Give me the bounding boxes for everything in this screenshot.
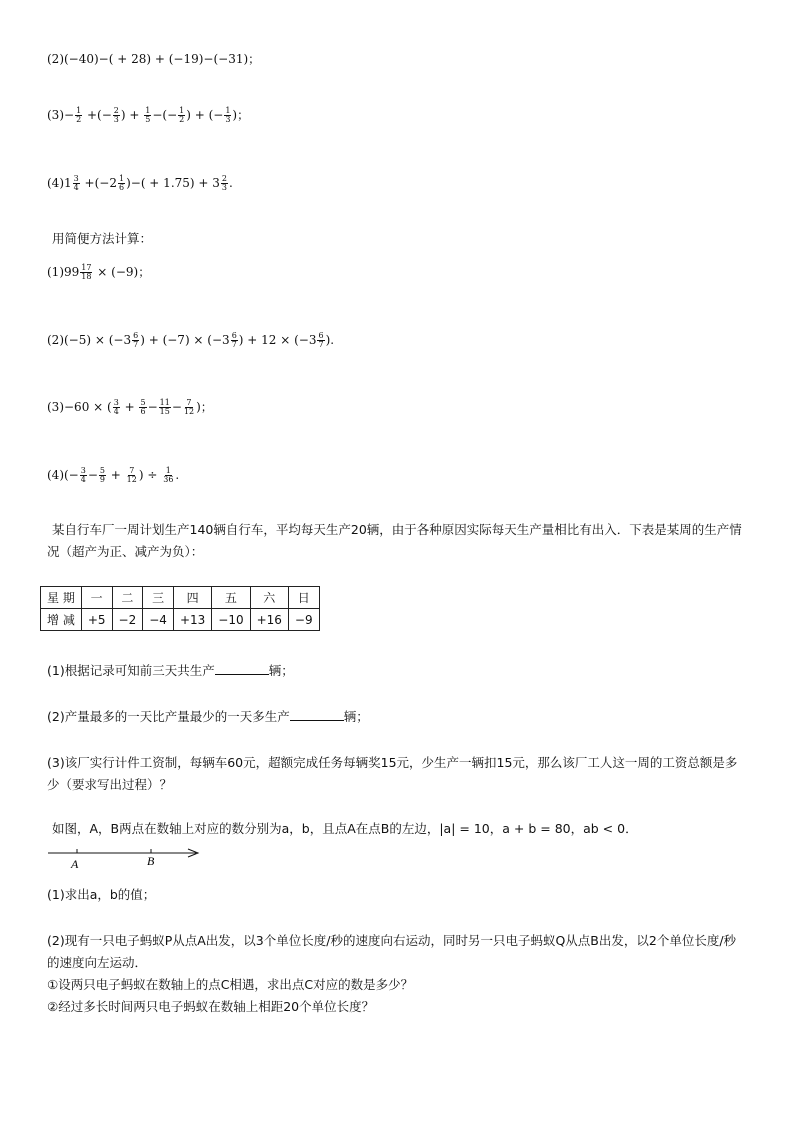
bike-q2: (2)产量最多的一天比产量最少的一天多生产 辆； — [47, 709, 369, 724]
number-line — [44, 843, 214, 873]
table-cell: −9 — [288, 609, 319, 631]
simple-heading: 用简便方法计算： — [52, 231, 153, 246]
table-cell: 增 减 — [41, 609, 82, 631]
simple-q4: (4)(− $\frac{3}{4}$ − $\frac{5}{9}$ + $\frac{7}{12}$ ) ÷ $\frac{1}{36}$ . — [47, 466, 180, 484]
fraction: $\frac{2}{3}$ — [113, 106, 119, 124]
axis-q2b: ②经过多长时间两只电子蚂蚁在数轴上相距20个单位长度？ — [47, 999, 375, 1014]
table-cell: 一 — [81, 587, 112, 609]
fraction: $\frac{6}{7}$ — [231, 331, 237, 349]
fraction: $\frac{1}{3}$ — [225, 106, 231, 124]
simple-q1: (1)99 $\frac{17}{18}$ × (−9)； — [47, 263, 151, 281]
simple-q2: (2)(−5) × (−3 $\frac{6}{7}$ ) + (−7) × (−3 $\frac{6}{7}$ ) + 12 × (−3 $\frac{6}{7}$ ). — [47, 331, 335, 349]
calc-q4: (4)1 $\frac{3}{4}$ +(−2 $\frac{1}{6}$ )−( + 1.75) + 3 $\frac{2}{3}$ . — [47, 174, 233, 192]
fraction: $\frac{5}{6}$ — [140, 398, 146, 416]
answer-blank — [290, 708, 344, 721]
fraction: $\frac{1}{5}$ — [145, 106, 151, 124]
table-cell: +5 — [81, 609, 112, 631]
table-cell: 星 期 — [41, 587, 82, 609]
fraction: $\frac{3}{4}$ — [73, 174, 79, 192]
table-row — [41, 587, 320, 609]
fraction: $\frac{3}{4}$ — [113, 398, 119, 416]
table-cell: +16 — [250, 609, 288, 631]
table-cell: 三 — [143, 587, 174, 609]
axis-intro: 如图，A，B两点在数轴上对应的数分别为a，b，且点A在点B的左边，|a| = 10，a + b = 80，ab < 0． — [52, 821, 638, 836]
table-cell: −4 — [143, 609, 174, 631]
fraction: $\frac{2}{3}$ — [221, 174, 227, 192]
axis-q1: (1)求出a，b的值； — [47, 887, 156, 902]
fraction: $\frac{5}{9}$ — [99, 466, 105, 484]
fraction: $\frac{1}{36}$ — [163, 466, 174, 484]
table-cell: 四 — [173, 587, 211, 609]
bike-intro: 某自行车厂一周计划生产140辆自行车，平均每天生产20辆，由于各种原因实际每天生产量相比有出入．下表是某周的生产情况（超产为正、减产为负）： — [47, 522, 742, 559]
fraction: $\frac{1}{6}$ — [118, 174, 125, 192]
calc-q2: (2)(−40)−( + 28) + (−19)−(−31)； — [47, 52, 261, 66]
simple-q3: (3)−60 × ( $\frac{3}{4}$ + $\frac{5}{6}$ − $\frac{11}{15}$ − $\frac{7}{12}$ )； — [47, 398, 213, 416]
point-a-label: A — [71, 857, 79, 871]
point-b-label: B — [147, 854, 155, 868]
fraction: $\frac{17}{18}$ — [81, 263, 92, 281]
axis-q2a: ①设两只电子蚂蚁在数轴上的点C相遇，求出点C对应的数是多少？ — [47, 977, 414, 992]
calc-q3: (3)− $\frac{1}{2}$ +(− $\frac{2}{3}$ ) + $\frac{1}{5}$ −(− $\frac{1}{2}$ ) + (− $\frac{1}{3}$ )； — [47, 106, 250, 124]
table-cell: 二 — [112, 587, 143, 609]
table-cell: 六 — [250, 587, 288, 609]
fraction: $\frac{6}{7}$ — [318, 331, 324, 349]
fraction: $\frac{1}{2}$ — [76, 106, 82, 124]
fraction: $\frac{11}{15}$ — [159, 398, 170, 416]
table-cell: 日 — [288, 587, 319, 609]
bike-q1: (1)根据记录可知前三天共生产 辆； — [47, 663, 294, 678]
answer-blank — [215, 662, 269, 675]
table-cell: −2 — [112, 609, 143, 631]
fraction: $\frac{6}{7}$ — [133, 331, 139, 349]
table-cell: +13 — [173, 609, 211, 631]
axis-q2: (2)现有一只电子蚂蚁P从点A出发，以3个单位长度/秒的速度向右运动，同时另一只电子蚂蚁Q从点B出发，以2个单位长度/秒的速度向左运动． — [47, 933, 737, 970]
fraction: $\frac{7}{12}$ — [183, 398, 195, 416]
table-cell: −10 — [212, 609, 250, 631]
table-cell: 五 — [212, 587, 250, 609]
fraction: $\frac{7}{12}$ — [126, 466, 137, 484]
fraction: $\frac{3}{4}$ — [80, 466, 86, 484]
bike-q3: (3)该厂实行计件工资制，每辆车60元，超额完成任务每辆奖15元，少生产一辆扣15元，那么该厂工人这一周的工资总额是多少（要求写出过程）？ — [47, 755, 738, 792]
production-table — [40, 586, 320, 631]
fraction: $\frac{1}{2}$ — [179, 106, 185, 124]
table-row — [41, 609, 320, 631]
